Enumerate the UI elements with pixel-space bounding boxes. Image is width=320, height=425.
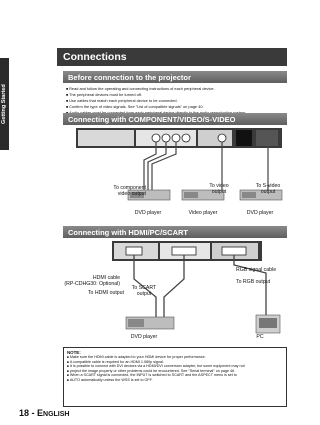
page-footer: [19, 408, 69, 418]
hdmi-cable-label: HDMI cable (RP-CDHG30: Optional): [64, 275, 120, 287]
side-tab: [0, 58, 9, 150]
component-connection-diagram: [60, 126, 290, 222]
list-item: ■ Make sure the HDMI cable is adapted to your HDMI device for proper performance.: [67, 355, 283, 360]
section-before-connection: [63, 71, 287, 83]
list-item: ■ Read and follow the operating and connecting instructions of each peripheral device.: [66, 86, 286, 92]
section-title-before: Before connection to the projector: [68, 72, 191, 82]
list-item: ■ The peripheral devices must be turned off.: [66, 92, 286, 98]
dvd-player-label: DVD player: [134, 210, 162, 216]
svideo-output-label: To S-video output: [255, 183, 281, 195]
rgb-cable-label: RGB signal cable: [236, 267, 277, 273]
pc-label: PC: [256, 334, 264, 340]
page-title: Connections: [63, 51, 127, 63]
page-number: 18 -: [19, 408, 38, 418]
rgb-output-label: To RGB output: [236, 279, 271, 285]
precaution-list: [66, 86, 286, 116]
section-title-hdmi: Connecting with HDMI/PC/SCART: [68, 227, 188, 237]
note-box: [63, 347, 287, 407]
list-item: ■ Use cables that match each peripheral device to be connected.: [66, 98, 286, 104]
section-hdmi-pc-scart: [63, 226, 287, 238]
footer-language: NGLISH: [43, 411, 70, 418]
footer-letter: E: [37, 408, 44, 418]
side-tab-label: Getting Started: [1, 84, 7, 124]
dvd-player-label: DVD player: [246, 210, 274, 216]
section-component-video: [63, 113, 287, 125]
list-item: ■ When a SCART signal is connected, the INPUT is switched to SCART and the ASPECT menu is set to: [67, 373, 283, 378]
note-list: [67, 355, 283, 383]
component-output-label: To component video output: [113, 185, 146, 197]
section-title-component: Connecting with COMPONENT/VIDEO/S-VIDEO: [68, 114, 236, 124]
dvd-player-label: DVD player: [130, 334, 158, 340]
list-item: ■ A compatible cable is required for an HDMI 1.080p signal.: [67, 360, 283, 365]
page-title-bar: [57, 48, 287, 66]
list-item: ■ It is possible to connect with DVI devices via a HDMI/DVI conversion adapter, but some equipment may not: [67, 364, 283, 369]
video-player-label: Video player: [188, 210, 218, 216]
hdmi-output-label: To HDMI output: [87, 290, 124, 296]
scart-output-label: To SCART output: [131, 285, 157, 297]
note-title: NOTE:: [67, 350, 81, 355]
list-item: ■ Confirm the type of video signals. See "List of compatible signals" on page 40.: [66, 104, 286, 110]
list-item: ■ project the image properly or other problems could be encountered. See "Serial terminal" on page 46.: [67, 369, 283, 374]
list-item: ■ AUTO automatically unless the WSS is set to OFF.: [67, 378, 283, 383]
video-output-label: To video output: [209, 183, 229, 195]
